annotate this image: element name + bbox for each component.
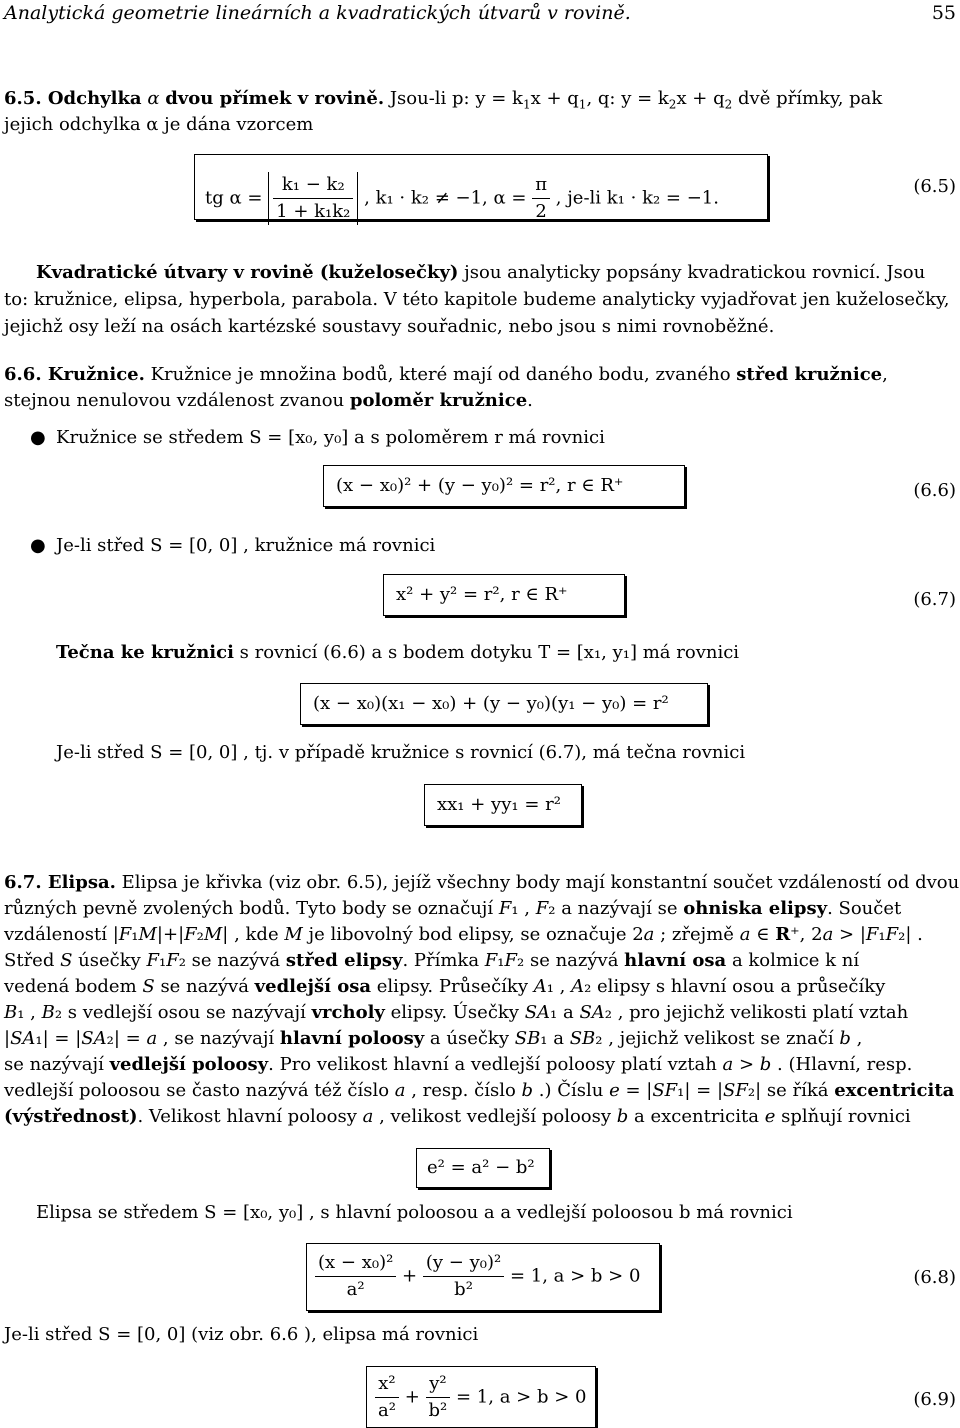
denominator: a² — [378, 1400, 396, 1421]
equation-6-9 — [375, 1371, 586, 1424]
equation-number: (6.7) — [913, 589, 956, 610]
pi-fraction — [532, 172, 550, 225]
text-seg: , q: y = k — [586, 88, 669, 109]
ellipse-paragraph-line: různých pevně zvolených bodů. Tyto body se označují F₁ , F₂ a nazývají se ohniska elipsy. Součet — [4, 898, 902, 919]
conics-line3: jejichž osy leží na osách kartézské soustavy souřadnic, nebo jsou s nimi rovnoběžné. — [4, 316, 775, 337]
text-seg: Kružnice je množina bodů, které mají od daného bodu, zvaného — [144, 364, 737, 385]
conics-bold: Kvadratické útvary v rovině (kuželosečky) — [36, 262, 459, 283]
equation-number: (6.6) — [913, 480, 956, 501]
ellipse-paragraph-line: vzdáleností |F₁M|+|F₂M| , kde M je libovolný bod elipsy, se označuje 2a ; zřejmě a ∈ R⁺, 2a > |F₁F₂| . — [4, 924, 923, 945]
eq-tail: , je-li k₁ · k₂ = −1. — [555, 187, 719, 209]
equation-number: (6.5) — [913, 176, 956, 197]
fraction — [423, 1250, 504, 1303]
bullet-dot: ● — [30, 427, 46, 448]
ellipse-paragraph-line: 6.7. Elipsa. Elipsa je křivka (viz obr. 6.5), jejíž všechny body mají konstantní součet vzdáleností od dvou — [4, 872, 960, 893]
ellipse-paragraph-line: Střed S úsečky F₁F₂ se nazývá střed elipsy. Přímka F₁F₂ se nazývá hlavní osa a kolmice k ní — [4, 950, 860, 971]
numerator: x² — [375, 1371, 399, 1398]
ellipse-paragraph-line: se nazývají vedlejší poloosy. Pro velikost hlavní a vedlejší poloosy platí vztah a > b . (Hlavní, resp. — [4, 1054, 913, 1075]
eq-cond: , k₁ · k₂ ≠ −1, α = — [364, 187, 527, 209]
text-seg: dvě přímky, pak — [738, 88, 883, 109]
equation-6-6: (x − x₀)² + (y − y₀)² = r², r ∈ R⁺ — [336, 475, 624, 496]
equation-box-6-7 — [383, 574, 625, 616]
eq-tg: tg α = — [205, 187, 263, 209]
equation-tangent: (x − x₀)(x₁ − x₀) + (y − y₀)(y₁ − y₀) = r² — [313, 693, 669, 714]
conics-line1 — [36, 260, 956, 286]
text-seg: x + q — [676, 88, 725, 109]
fraction — [375, 1371, 399, 1424]
eq-tail: = 1, a > b > 0 — [456, 1386, 587, 1408]
plus-sign: + — [404, 1386, 420, 1408]
equation-tangent-origin: xx₁ + yy₁ = r² — [437, 794, 561, 815]
section-heading: 6.5. Odchylka — [4, 88, 142, 109]
ellipse-center-text: Elipsa se středem S = [x₀, y₀] , s hlavní poloosou a a vedlejší poloosou b má rovnici — [36, 1202, 793, 1223]
numerator: (y − y₀)² — [423, 1250, 504, 1277]
text-seg: . — [527, 390, 533, 411]
text-seg: , — [882, 364, 888, 385]
text-seg: x + q — [530, 88, 579, 109]
running-title: Analytická geometrie lineárních a kvadratických útvarů v rovině. — [4, 2, 631, 24]
equation-6-8 — [315, 1250, 640, 1303]
section-heading-rest: dvou přímek v rovině. — [165, 88, 385, 109]
denominator: 2 — [535, 201, 547, 222]
equation-6-7: x² + y² = r², r ∈ R⁺ — [396, 584, 568, 605]
equation-box-6-9 — [366, 1366, 596, 1428]
equation-6-5 — [205, 172, 719, 225]
text-seg: jsou analyticky popsány kvadratickou rovnicí. Jsou — [458, 262, 926, 283]
ellipse-paragraph-line: |SA₁| = |SA₂| = a , se nazývají hlavní poloosy a úsečky SB₁ a SB₂ , jejichž velikost se značí b , — [4, 1028, 863, 1049]
ellipse-paragraph-line: B₁ , B₂ s vedlejší osou se nazývají vrcholy elipsy. Úsečky SA₁ a SA₂ , pro jejichž velikosti platí vztah — [4, 1002, 909, 1023]
plus-sign: + — [402, 1265, 418, 1287]
equation-box-excentricity — [416, 1148, 550, 1188]
bullet-1-text: Kružnice se středem S = [x₀, y₀] a s poloměrem r má rovnici — [56, 427, 605, 448]
fraction — [273, 172, 353, 225]
numerator: π — [532, 172, 550, 199]
bullet-2-text: Je-li střed S = [0, 0] , kružnice má rovnici — [56, 535, 436, 556]
numerator: (x − x₀)² — [315, 1250, 396, 1277]
ellipse-paragraph-line: vedená bodem S se nazývá vedlejší osa elipsy. Průsečíky A₁ , A₂ elipsy s hlavní osou a průsečíky — [4, 976, 886, 997]
page-number: 55 — [931, 2, 956, 24]
equation-box-6-5 — [194, 154, 768, 220]
section-6-6-line1 — [4, 362, 956, 388]
denominator: a² — [346, 1279, 365, 1300]
eq-tail: = 1, a > b > 0 — [509, 1265, 641, 1287]
equation-number: (6.8) — [913, 1267, 956, 1288]
alpha-symbol: α — [147, 88, 160, 109]
text-seg: stejnou nenulovou vzdálenost zvanou — [4, 390, 350, 411]
conics-line2: to: kružnice, elipsa, hyperbola, parabola. V této kapitole budeme analyticky vyjadřovat jen kuželosečky, — [4, 289, 950, 310]
equation-box-tangent-origin — [424, 784, 582, 826]
section-6-5-line2: jejich odchylka α je dána vzorcem — [4, 114, 314, 135]
term-bold: střed kružnice — [736, 364, 883, 385]
equation-number: (6.9) — [913, 1389, 956, 1410]
equation-excentricity: e² = a² − b² — [427, 1157, 535, 1178]
equation-box-tangent — [300, 683, 708, 725]
ellipse-paragraph-line: (výstřednost). Velikost hlavní poloosy a , velikost vedlejší poloosy b a excentricita e splňují rovnici — [4, 1106, 911, 1127]
section-heading: 6.6. Kružnice. — [4, 364, 145, 385]
text-seg: s rovnicí (6.6) a s bodem dotyku T = [x₁, y₁] má rovnici — [233, 642, 740, 663]
denominator: 1 + k₁k₂ — [276, 201, 351, 222]
denominator: b² — [428, 1400, 448, 1421]
numerator: y² — [426, 1371, 451, 1398]
tangent-heading: Tečna ke kružnici — [56, 642, 234, 663]
tangent-origin-text: Je-li střed S = [0, 0] , tj. v případě kružnice s rovnicí (6.7), má tečna rovnici — [56, 742, 746, 763]
denominator: b² — [454, 1279, 473, 1300]
term-bold: poloměr kružnice — [349, 390, 528, 411]
equation-box-6-8 — [306, 1243, 660, 1311]
abs-value — [268, 172, 358, 225]
ellipse-paragraph-line: vedlejší poloosou se často nazývá též číslo a , resp. číslo b .) Číslu e = |SF₁| = |SF₂| se říká excentricita — [4, 1080, 955, 1101]
equation-box-6-6 — [323, 465, 685, 507]
text-seg: Jsou-li p: y = k — [389, 88, 523, 109]
fraction — [315, 1250, 396, 1303]
tangent-line — [56, 640, 739, 666]
section-6-6-line2 — [4, 388, 956, 414]
numerator: k₁ − k₂ — [273, 172, 353, 199]
section-6-5-line1: 6.5. Odchylka α dvou přímek v rovině. Jsou-li p: $y = k_1x + q_1$, q: $y = k_2x + q_2$ dvě přímky, pak — [4, 88, 883, 112]
bullet-dot: ● — [30, 535, 46, 556]
fraction — [426, 1371, 451, 1424]
ellipse-origin-text: Je-li střed S = [0, 0] (viz obr. 6.6 ), elipsa má rovnici — [4, 1324, 479, 1345]
